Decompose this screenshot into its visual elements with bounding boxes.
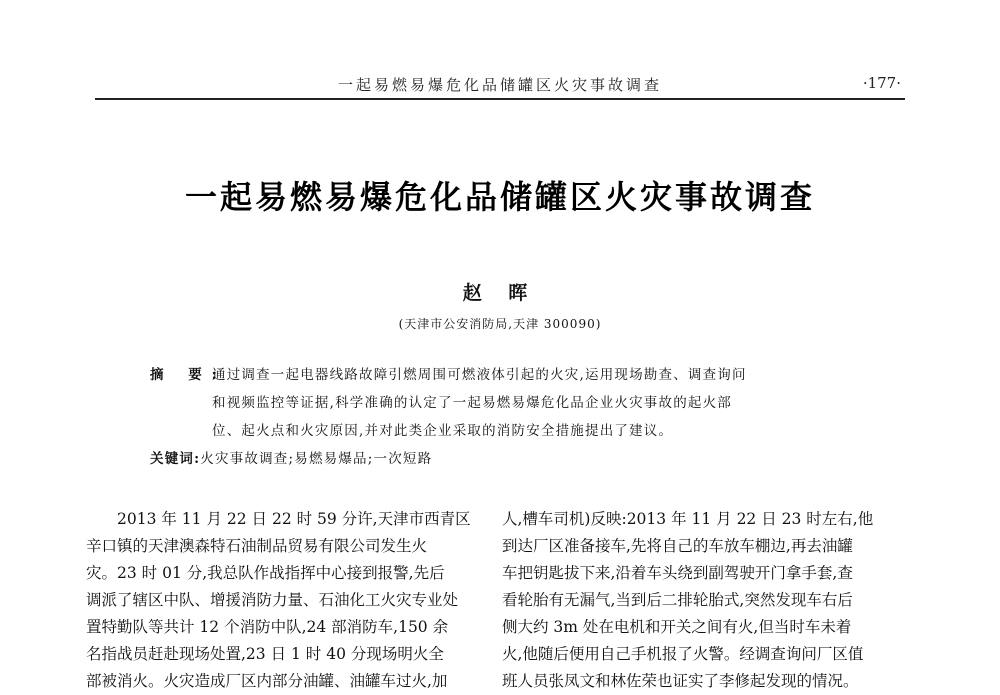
body-line: 置特勤队等共计 12 个消防中队,24 部消防车,150 余	[86, 618, 449, 636]
body-line: 火,他随后便用自己手机报了火警。经调查询问厂区值	[502, 645, 864, 663]
running-header	[95, 70, 905, 98]
body-line: 看轮胎有无漏气,当到后二排轮胎式,突然发现车右后	[502, 591, 853, 609]
abstract-block	[150, 361, 850, 473]
abstract-line: 和视频监控等证据,科学准确的认定了一起易燃易爆危化品企业火灾事故的起火部	[212, 395, 732, 411]
page-number: ·177·	[862, 74, 901, 92]
keywords-label: 关键词:	[150, 451, 201, 467]
keywords-text: 火灾事故调查;易燃易爆品;一次短路	[200, 451, 433, 467]
body-line: 侧大约 3m 处在电机和开关之间有火,但当时车未着	[502, 618, 852, 636]
body-line: 人,槽车司机)反映:2013 年 11 月 22 日 23 时左右,他	[502, 510, 874, 528]
body-line: 辛口镇的天津澳森特石油制品贸易有限公司发生火	[86, 537, 428, 555]
body-column-left	[86, 506, 476, 695]
author: 赵 晖	[462, 282, 538, 304]
body-line: 名指战员赶赴现场处置,23 日 1 时 40 分现场明火全	[86, 645, 444, 663]
abstract-label: 摘 要:	[150, 367, 227, 383]
body-line: 到达厂区准备接车,先将自己的车放车棚边,再去油罐	[502, 537, 853, 555]
body-column-right	[502, 506, 892, 695]
article-title: 一起易燃易爆危化品储罐区火灾事故调查	[184, 178, 815, 216]
body-line: 班人员张凤文和林佐荣也证实了李修起发现的情况。	[502, 672, 859, 690]
abstract-line: 通过调查一起电器线路故障引燃周围可燃液体引起的火灾,运用现场勘查、调查询问	[212, 367, 747, 383]
body-line: 灾。23 时 01 分,我总队作战指挥中心接到报警,先后	[86, 564, 445, 582]
running-title: 一起易燃易爆危化品储罐区火灾事故调查	[337, 76, 662, 94]
header-rule	[95, 98, 905, 100]
affiliation: (天津市公安消防局,天津 300090)	[398, 317, 602, 331]
body-line: 车把钥匙拔下来,沿着车头绕到副驾驶开门拿手套,查	[502, 564, 853, 582]
body-line: 2013 年 11 月 22 日 22 时 59 分许,天津市西青区	[117, 510, 471, 528]
body-line: 调派了辖区中队、增援消防力量、石油化工火灾专业处	[86, 591, 459, 609]
keywords-row	[150, 445, 850, 473]
abstract-line: 位、起火点和火灾原因,并对此类企业采取的消防安全措施提出了建议。	[212, 423, 674, 439]
body-line: 部被消火。火灾造成厂区内部分油罐、油罐车过火,加	[86, 672, 448, 690]
abstract-row	[150, 361, 850, 389]
